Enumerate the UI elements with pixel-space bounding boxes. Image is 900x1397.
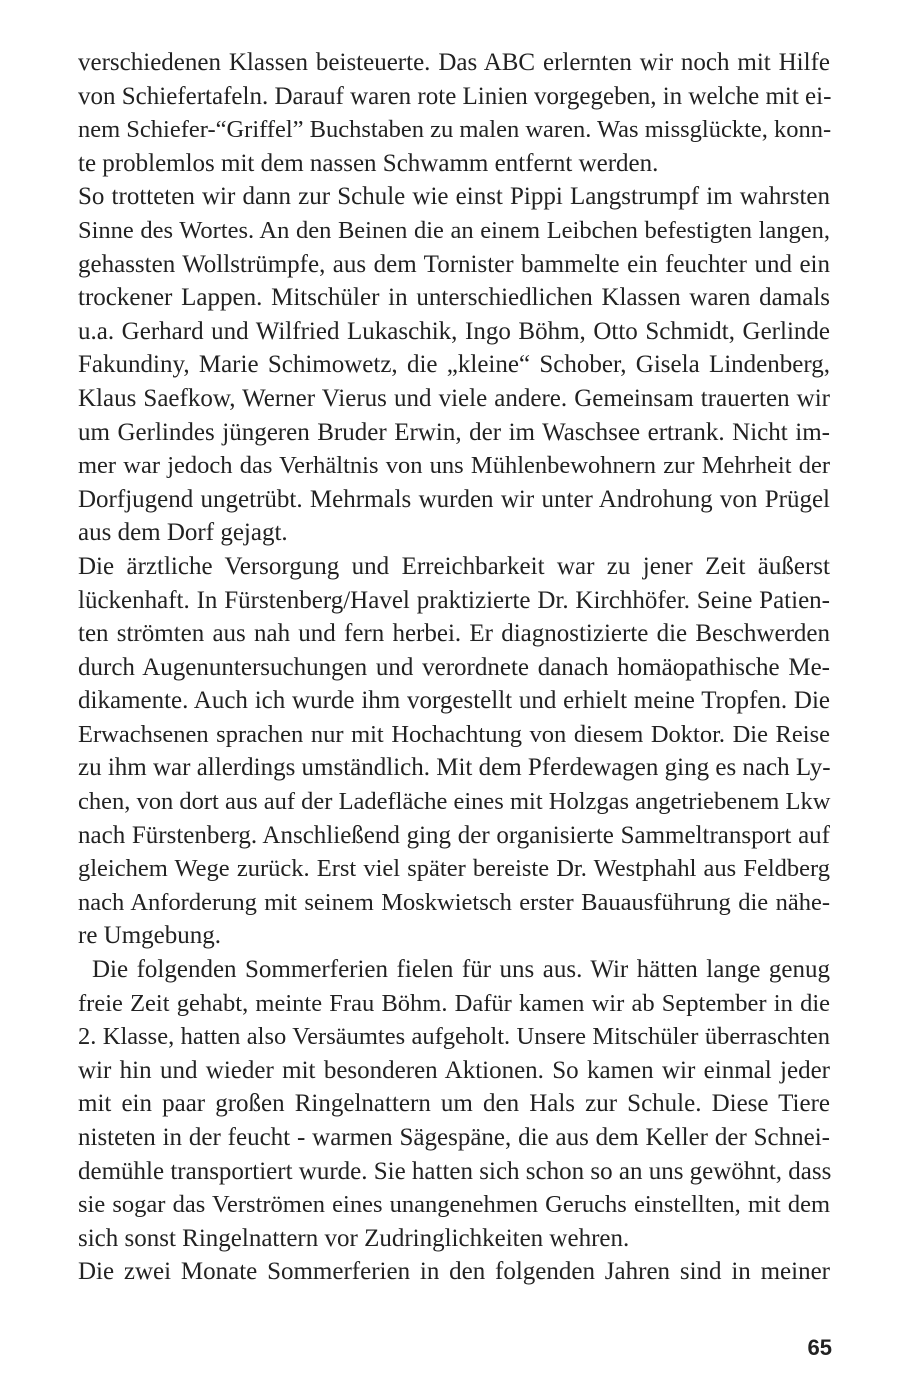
text-line: ten strömten aus nah und fern herbei. Er diagnostizierte die Beschwerden [78,620,830,648]
text-line: wir hin und wieder mit besonderen Aktionen. So kamen wir einmal jeder [78,1056,830,1084]
text-line: nach Fürstenberg. Anschließend ging der organisierte Sammeltransport auf [78,821,830,849]
text-line: um Gerlindes jüngeren Bruder Erwin, der im Waschsee ertrank. Nicht im- [78,418,830,446]
text-line: So trotteten wir dann zur Schule wie einst Pippi Langstrumpf im wahrsten [78,183,830,211]
text-line: nisteten in der feucht - warmen Sägespäne, die aus dem Keller der Schnei- [78,1124,830,1151]
text-line: verschiedenen Klassen beisteuerte. Das ABC erlernten wir noch mit Hilfe [78,49,830,76]
text-line: re Umgebung. [78,922,222,950]
text-line: von Schiefertafeln. Darauf waren rote Linien vorgegeben, in welche mit ei- [78,82,832,110]
text-line: lückenhaft. In Fürstenberg/Havel praktizierte Dr. Kirchhöfer. Seine Patien- [78,586,830,614]
text-line: zu ihm war allerdings umständlich. Mit dem Pferdewagen ging es nach Ly- [78,754,831,782]
text-line: Fakundiny, Marie Schimowetz, die „kleine“ Schober, Gisela Lindenberg, [78,351,830,379]
text-line: mer war jedoch das Verhältnis von uns Mühlenbewohnern zur Mehrheit der [78,452,830,480]
text-line: Sinne des Wortes. An den Beinen die an einem Leibchen befestigten langen, [78,216,830,244]
text-line: sich sonst Ringelnattern vor Zudringlichkeiten wehren. [78,1224,630,1252]
text-line: te problemlos mit dem nassen Schwamm entfernt werden. [78,149,659,177]
text-line: demühle transportiert wurde. Sie hatten sich schon so an uns gewöhnt, dass [78,1157,832,1185]
text-line: Dorfjugend ungetrübt. Mehrmals wurden wir unter Androhung von Prügel [78,485,830,513]
text-line: sie sogar das Verströmen eines unangenehmen Geruchs einstellten, mit dem [78,1191,830,1219]
text-line: Die ärztliche Versorgung und Erreichbarkeit war zu jener Zeit äußerst [78,552,830,580]
text-line: gleichem Wege zurück. Erst viel später bereiste Dr. Westphahl aus Feldberg [78,855,830,883]
text-line: mit ein paar großen Ringelnattern um den Hals zur Schule. Diese Tiere [78,1090,830,1118]
text-line: Erwachsenen sprachen nur mit Hochachtung von diesem Doktor. Die Reise [78,720,830,748]
text-line: Die zwei Monate Sommerferien in den folgenden Jahren sind in meiner [78,1258,830,1286]
text-line: freie Zeit gehabt, meinte Frau Böhm. Dafür kamen wir ab September in die [78,989,830,1017]
text-line: nem Schiefer-“Griffel” Buchstaben zu malen waren. Was missglückte, konn- [78,116,832,144]
text-line: aus dem Dorf gejagt. [78,519,288,547]
text-line: chen, von dort aus auf der Ladefläche eines mit Holzgas angetriebenem Lkw [78,788,831,816]
text-line: dikamente. Auch ich wurde ihm vorgestellt und erhielt meine Tropfen. Die [78,687,830,715]
text-line: Klaus Saefkow, Werner Vierus und viele andere. Gemeinsam trauerten wir [78,384,830,412]
text-line: 2. Klasse, hatten also Versäumtes aufgeholt. Unsere Mitschüler überraschten [78,1023,830,1051]
text-line: u.a. Gerhard und Wilfried Lukaschik, Ingo Böhm, Otto Schmidt, Gerlinde [78,317,830,345]
text-line: gehassten Wollstrümpfe, aus dem Tornister bammelte ein feuchter und ein [78,250,830,278]
body-text [78,46,830,1289]
text-line: Die folgenden Sommerferien fielen für uns aus. Wir hätten lange genug [92,956,830,984]
text-line: durch Augenuntersuchungen und verordnete danach homäopathische Me- [78,653,830,681]
text-line: trockener Lappen. Mitschüler in unterschiedlichen Klassen waren damals [78,284,830,312]
page-number: 65 [807,1335,832,1360]
text-line: nach Anforderung mit seinem Moskwietsch erster Bauausführung die nähe- [78,888,830,916]
